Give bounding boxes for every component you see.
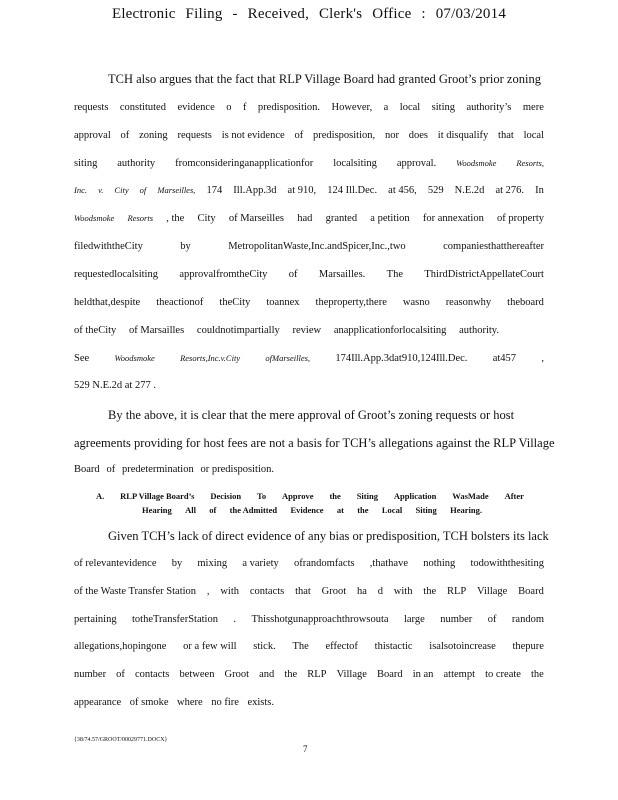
word: approval. bbox=[396, 158, 437, 169]
filing-stamp-header: Electronic Filing - Received, Clerk's Office : 07/03/2014 bbox=[111, 6, 507, 22]
word: of bbox=[139, 185, 147, 195]
document-id: {38/74.57/GROOT/00029771.DOCX} bbox=[74, 737, 168, 743]
word: attempt bbox=[443, 669, 475, 680]
word: number bbox=[74, 669, 107, 680]
word: d bbox=[377, 586, 383, 597]
para3-line bbox=[74, 669, 544, 680]
word: companiesthatthereafter bbox=[443, 241, 544, 252]
word: for annexation bbox=[422, 213, 484, 224]
word: Marseilles, bbox=[157, 185, 196, 195]
word: between bbox=[179, 669, 215, 680]
para1-line bbox=[74, 297, 544, 308]
heading-word: After bbox=[504, 491, 524, 501]
word: v. bbox=[98, 185, 104, 195]
word: with bbox=[220, 586, 239, 597]
word: a variety bbox=[242, 558, 279, 569]
word: theboard bbox=[507, 297, 544, 308]
word: ofMarseilles, bbox=[265, 353, 311, 363]
para1-line bbox=[74, 213, 544, 224]
heading-word: RLP Village Board’s bbox=[120, 491, 195, 501]
word: of theCity bbox=[74, 325, 117, 336]
word: Inc. bbox=[74, 185, 87, 195]
para1-line bbox=[74, 158, 544, 169]
word: is not evidence bbox=[221, 130, 285, 141]
word: Groot bbox=[321, 586, 347, 597]
word: of relevantevidence bbox=[74, 558, 157, 569]
word: authority’s bbox=[466, 102, 512, 113]
word: isalsotoincrease bbox=[429, 641, 496, 652]
word: a petition bbox=[370, 213, 410, 224]
word: the bbox=[423, 586, 437, 597]
word: siting bbox=[74, 158, 98, 169]
word: localsiting bbox=[333, 158, 377, 169]
section-heading-row-2 bbox=[142, 505, 482, 515]
word: mixing bbox=[197, 558, 228, 569]
word: , bbox=[206, 586, 210, 597]
word: stick. bbox=[253, 641, 276, 652]
word: the bbox=[284, 669, 298, 680]
word: review bbox=[292, 325, 322, 336]
word: with bbox=[393, 586, 413, 597]
heading-word: Decision bbox=[210, 491, 242, 501]
word: . bbox=[233, 614, 237, 625]
word: does bbox=[408, 130, 428, 141]
word: , the bbox=[166, 213, 185, 224]
heading-word: Hearing. bbox=[450, 505, 482, 515]
word: requestedlocalsiting bbox=[74, 269, 158, 280]
word: or a few will bbox=[183, 641, 237, 652]
word: o bbox=[226, 102, 232, 113]
word: of bbox=[116, 669, 125, 680]
word: ofrandomfacts bbox=[293, 558, 355, 569]
para3-line bbox=[74, 614, 544, 625]
word: See bbox=[74, 353, 90, 364]
heading-word: the bbox=[357, 505, 369, 515]
heading-word: To bbox=[257, 491, 267, 501]
word: in an bbox=[412, 669, 434, 680]
word: nor bbox=[384, 130, 399, 141]
word: had bbox=[297, 213, 313, 224]
word: of bbox=[294, 130, 304, 141]
word: nothing bbox=[423, 558, 456, 569]
word: no fire bbox=[211, 697, 239, 708]
word: RLP bbox=[307, 669, 327, 680]
word: Village bbox=[477, 586, 508, 597]
word: totheTransferStation bbox=[132, 614, 218, 625]
word: pertaining bbox=[74, 614, 117, 625]
word: of bbox=[487, 614, 497, 625]
word: Ill.App.3d bbox=[233, 185, 277, 196]
word: predisposition. bbox=[257, 102, 321, 113]
word: and bbox=[259, 669, 275, 680]
word: local bbox=[523, 130, 544, 141]
word: Board bbox=[74, 464, 100, 475]
word: allegations,hopingone bbox=[74, 641, 167, 652]
word: of Marsailles bbox=[129, 325, 185, 336]
word: siting bbox=[431, 102, 456, 113]
word: approvalfromtheCity bbox=[179, 269, 268, 280]
word: by bbox=[171, 558, 183, 569]
heading-word: WasMade bbox=[452, 491, 489, 501]
word: Groot bbox=[224, 669, 250, 680]
para2-line: By the above, it is clear that the mere approval of Groot’s zoning requests or host bbox=[108, 408, 515, 422]
word: at 276. bbox=[495, 185, 525, 196]
word: Resorts bbox=[127, 213, 154, 223]
heading-word: the Admitted bbox=[229, 505, 278, 515]
word: predetermination bbox=[121, 464, 194, 475]
word: City bbox=[197, 213, 216, 224]
word: effectof bbox=[325, 641, 358, 652]
word: Thisshotgunapproachthrowsouta bbox=[251, 614, 389, 625]
word: The bbox=[386, 269, 403, 280]
word: Woodsmoke bbox=[114, 353, 155, 363]
word: MetropolitanWaste,Inc.andSpicer,Inc.,two bbox=[228, 241, 406, 252]
para1-line: 529 N.E.2d at 277 . bbox=[74, 380, 156, 391]
word: appearance bbox=[74, 697, 122, 708]
heading-word: the bbox=[329, 491, 341, 501]
word: , bbox=[541, 353, 544, 364]
heading-word: All bbox=[185, 505, 196, 515]
word: reasonwhy bbox=[445, 297, 492, 308]
heading-word: of bbox=[209, 505, 217, 515]
word: Resorts, bbox=[516, 158, 544, 168]
para2-line: agreements providing for host fees are not a basis for TCH’s allegations against the RLP Village bbox=[74, 436, 555, 450]
heading-word: Hearing bbox=[142, 505, 172, 515]
para3-line bbox=[74, 558, 544, 569]
word: local bbox=[399, 102, 421, 113]
para1-line bbox=[74, 325, 499, 336]
word: at457 bbox=[492, 353, 517, 364]
word: 529 bbox=[427, 185, 444, 196]
word: fromconsideringanapplicationfor bbox=[175, 158, 314, 169]
word: zoning bbox=[139, 130, 168, 141]
word: thepure bbox=[512, 641, 544, 652]
word: couldnotimpartially bbox=[196, 325, 280, 336]
word: ha bbox=[356, 586, 367, 597]
word: by bbox=[180, 241, 191, 252]
word: thistactic bbox=[374, 641, 413, 652]
heading-word: Application bbox=[393, 491, 437, 501]
para3-line bbox=[74, 697, 274, 708]
word: In bbox=[535, 185, 544, 196]
word: theactionof bbox=[156, 297, 204, 308]
word: exists. bbox=[247, 697, 274, 708]
word: requests bbox=[74, 102, 109, 113]
word: number bbox=[440, 614, 473, 625]
para1-line bbox=[74, 269, 544, 280]
word: authority. bbox=[459, 325, 499, 336]
word: contacts bbox=[249, 586, 285, 597]
word: large bbox=[403, 614, 425, 625]
word: authority bbox=[117, 158, 156, 169]
heading-word: A. bbox=[96, 491, 105, 501]
word: Village bbox=[336, 669, 367, 680]
word: mere bbox=[522, 102, 544, 113]
word: N.E.2d bbox=[454, 185, 485, 196]
word: 124 Ill.Dec. bbox=[327, 185, 378, 196]
word: ThirdDistrictAppellateCourt bbox=[424, 269, 544, 280]
word: theCity bbox=[219, 297, 251, 308]
word: contacts bbox=[134, 669, 170, 680]
word: Marsailles. bbox=[318, 269, 366, 280]
word: 174 bbox=[206, 185, 223, 196]
word: 174Ill.App.3dat910,124Ill.Dec. bbox=[335, 353, 468, 364]
word: Woodsmoke bbox=[74, 213, 115, 223]
word: of the Waste Transfer Station bbox=[74, 586, 197, 597]
word: to create bbox=[485, 669, 521, 680]
word: it disqualify bbox=[437, 130, 489, 141]
word: However, bbox=[331, 102, 373, 113]
word: random bbox=[511, 614, 544, 625]
word: constituted bbox=[119, 102, 166, 113]
word: of bbox=[120, 130, 130, 141]
para3-line: Given TCH’s lack of direct evidence of any bias or predisposition, TCH bolsters its lack bbox=[108, 529, 549, 543]
word: the bbox=[531, 669, 544, 680]
word: anapplicationforlocalsiting bbox=[333, 325, 447, 336]
word: of property bbox=[497, 213, 544, 224]
word: or predisposition. bbox=[200, 464, 274, 475]
word: wasno bbox=[402, 297, 430, 308]
word: of bbox=[288, 269, 298, 280]
word: of Marseilles bbox=[228, 213, 284, 224]
word: toannex bbox=[266, 297, 300, 308]
word: Resorts,Inc.v.City bbox=[180, 353, 241, 363]
word: approval bbox=[74, 130, 111, 141]
para3-line bbox=[74, 641, 544, 652]
word: Woodsmoke bbox=[456, 158, 497, 168]
word: RLP bbox=[446, 586, 467, 597]
para1-line bbox=[74, 241, 544, 252]
section-heading-row-1 bbox=[96, 491, 524, 501]
word: filedwiththeCity bbox=[74, 241, 143, 252]
heading-word: Local bbox=[381, 505, 403, 515]
para2-line bbox=[74, 464, 274, 475]
word: f bbox=[242, 102, 247, 113]
heading-word: Approve bbox=[282, 491, 314, 501]
para1-line: TCH also argues that the fact that RLP Village Board had granted Groot’s prior zoning bbox=[108, 72, 541, 86]
word: theproperty,there bbox=[315, 297, 387, 308]
para1-line bbox=[74, 353, 544, 364]
heading-word: Evidence bbox=[290, 505, 324, 515]
word: that bbox=[498, 130, 514, 141]
word: of smoke bbox=[129, 697, 169, 708]
word: The bbox=[292, 641, 309, 652]
heading-word: Siting bbox=[415, 505, 437, 515]
para1-line bbox=[74, 130, 544, 141]
word: Board bbox=[518, 586, 544, 597]
word: Board bbox=[376, 669, 403, 680]
word: at 910, bbox=[287, 185, 317, 196]
para1-line bbox=[74, 185, 544, 196]
word: evidence bbox=[177, 102, 215, 113]
word: at 456, bbox=[388, 185, 417, 196]
heading-word: Siting bbox=[356, 491, 378, 501]
word: granted bbox=[325, 213, 358, 224]
word: ,thathave bbox=[369, 558, 408, 569]
word: predisposition, bbox=[313, 130, 376, 141]
heading-word: at bbox=[336, 505, 344, 515]
page-number: 7 bbox=[303, 744, 308, 754]
word: City bbox=[114, 185, 129, 195]
word: todowiththesiting bbox=[470, 558, 544, 569]
word: heldthat,despite bbox=[74, 297, 141, 308]
word: of bbox=[106, 464, 116, 475]
word: that bbox=[295, 586, 311, 597]
word: where bbox=[177, 697, 203, 708]
para3-line bbox=[74, 586, 544, 597]
word: a bbox=[383, 102, 389, 113]
word: requests bbox=[177, 130, 212, 141]
para1-line bbox=[74, 102, 544, 113]
